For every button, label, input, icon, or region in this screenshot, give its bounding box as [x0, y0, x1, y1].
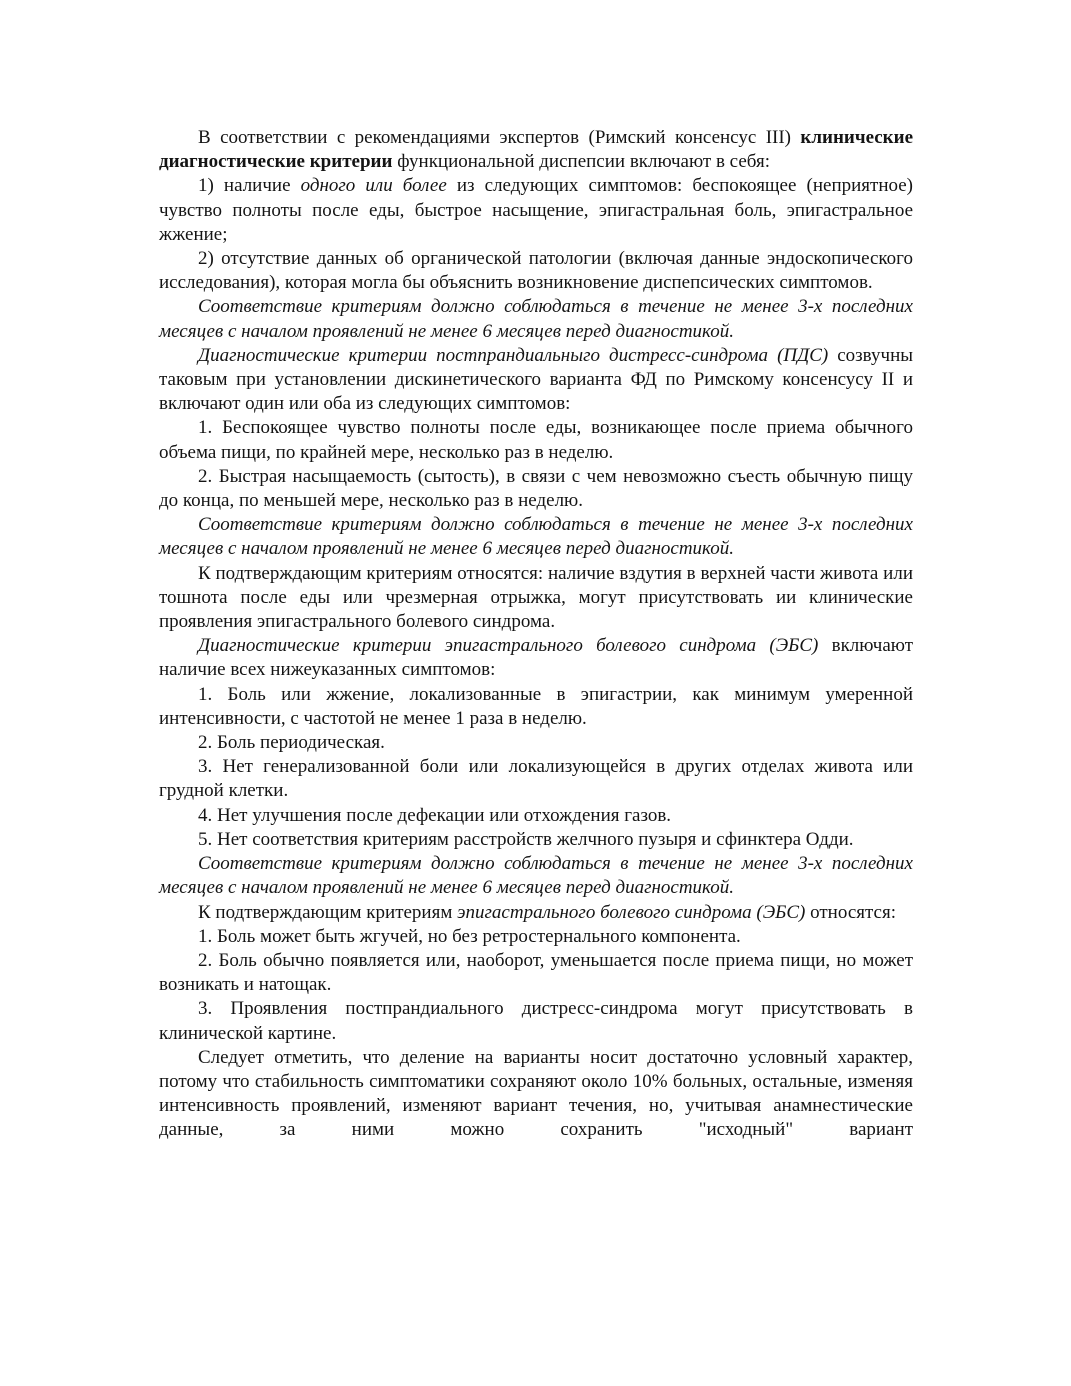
paragraph-criteria-intro	[159, 126, 913, 174]
paragraph-pds-supporting: К подтверждающим критериям относятся: наличие вздутия в верхней части живота или тошнота после еды или чрезмерная отрыжка, могут присутствовать ии клинические проявления эпигастрального болевого синдрома.	[159, 562, 913, 633]
text-run: В соответствии с рекомендациями экспертов (Римский консенсус III)	[198, 127, 801, 148]
bold-term: клинические диагностические критерии	[159, 127, 913, 173]
text-run: созвучны таковым при установлении дискинетического варианта ФД по Римскому консенсусу II и включают один или оба из следующих симптомов:	[159, 344, 913, 415]
paragraph-ebs-symptom-4: 4. Нет улучшения после дефекации или отхождения газов.	[198, 804, 672, 826]
text-run: функциональной диспепсии включают в себя:	[392, 151, 770, 173]
paragraph-criterion-2: 2) отсутствие данных об органической патологии (включая данные эндоскопического исследования), которая могла бы объяснить возникновение диспепсических симптомов.	[159, 248, 913, 294]
paragraph-ebs-intro	[159, 634, 913, 682]
paragraph-ebs-symptom-3: 3. Нет генерализованной боли или локализующейся в других отделах живота или грудной клетки.	[159, 756, 913, 802]
paragraph-ebs-symptom-1: 1. Боль или жжение, локализованные в эпигастрии, как минимум умеренной интенсивности, с частотой не менее 1 раза в неделю.	[159, 683, 913, 729]
paragraph-criterion-1	[159, 174, 913, 247]
italic-term: Диагностические критерии эпигастрального болевого синдрома (ЭБС)	[198, 635, 819, 657]
italic-term: одного или более	[300, 175, 447, 197]
paragraph-conclusion: Следует отметить, что деление на варианты носит достаточно условный характер, потому что стабильность симптоматики сохраняют около 10% больных, остальные, изменяя интенсивность проявлений, изменяют вариант течения, но, учитывая анамнестические данные, за ними можно сохранить "исходный" вариант	[159, 1046, 913, 1141]
paragraph-ebs-symptom-2: 2. Боль периодическая.	[198, 732, 385, 754]
italic-term: Диагностические критерии постпрандиальныго дистресс-синдрома (ПДС)	[198, 344, 829, 366]
paragraph-ebs-supporting-1: 1. Боль может быть жгучей, но без ретростернального компонента.	[198, 925, 741, 947]
paragraph-duration-note: Соответствие критериям должно соблюдаться в течение не менее 3-х последних месяцев с началом проявлений не менее 6 месяцев перед диагностикой.	[159, 514, 913, 560]
paragraph-pds-symptom-2: 2. Быстрая насыщаемость (сытость), в связи с чем невозможно съесть обычную пищу до конца, по меньшей мере, несколько раз в неделю.	[159, 465, 913, 512]
text-run: включают наличие всех нижеуказанных симптомов:	[159, 635, 913, 681]
paragraph-duration-note: Соответствие критериям должно соблюдаться в течение не менее 3-х последних месяцев с началом проявлений не менее 6 месяцев перед диагностикой.	[159, 853, 913, 899]
document-page	[159, 126, 913, 1143]
paragraph-ebs-supporting-3: 3. Проявления постпрандиального дистресс-синдрома могут присутствовать в клинической картине.	[159, 998, 913, 1044]
paragraph-pds-intro	[159, 344, 913, 417]
paragraph-ebs-supporting-intro	[159, 901, 913, 925]
paragraph-ebs-supporting-2: 2. Боль обычно появляется или, наоборот, уменьшается после приема пищи, но может возникать и натощак.	[159, 949, 913, 996]
paragraph-ebs-symptom-5: 5. Нет соответствия критериям расстройств желчного пузыря и сфинктера Одди.	[198, 828, 854, 850]
italic-term: эпигастрального болевого синдрома (ЭБС)	[457, 901, 806, 923]
text-run: К подтверждающим критериям	[198, 901, 458, 923]
text-run: относятся:	[805, 901, 896, 923]
paragraph-pds-symptom-1: 1. Беспокоящее чувство полноты после еды, возникающее после приема обычного объема пищи, по крайней мере, несколько раз в неделю.	[159, 417, 913, 463]
text-run: 1) наличие	[198, 175, 301, 197]
text-run: из следующих симптомов: беспокоящее (неприятное) чувство полноты после еды, быстрое насыщение, эпигастральная боль, эпигастральное жжение;	[159, 175, 913, 245]
paragraph-duration-note: Соответствие критериям должно соблюдаться в течение не менее 3-х последних месяцев с началом проявлений не менее 6 месяцев перед диагностикой.	[159, 296, 913, 342]
